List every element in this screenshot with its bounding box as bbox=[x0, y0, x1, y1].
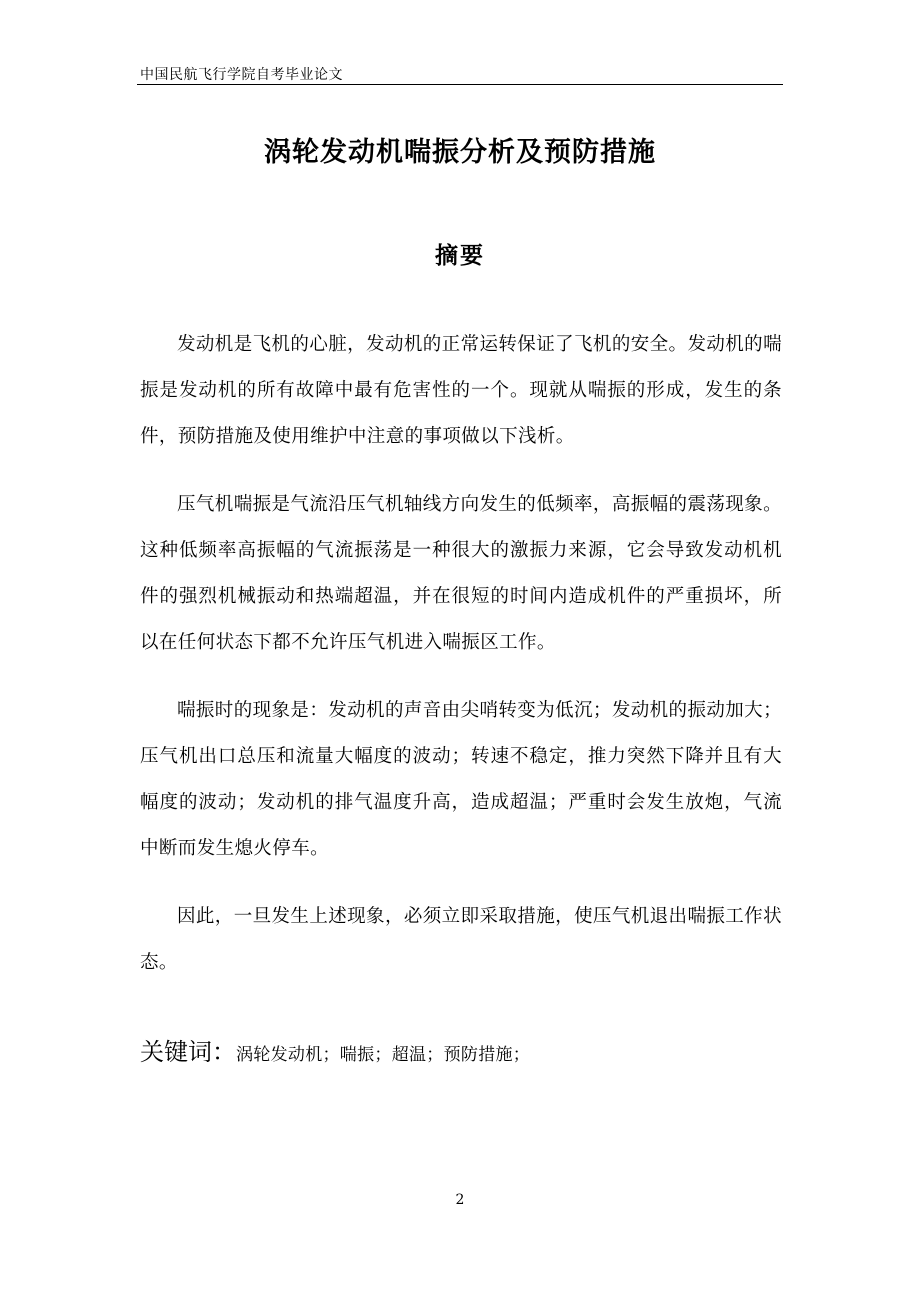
document-title: 涡轮发动机喘振分析及预防措施 bbox=[264, 137, 656, 168]
abstract-heading: 摘要 bbox=[435, 243, 485, 269]
abstract-paragraph-2: 压气机喘振是气流沿压气机轴线方向发生的低频率，高振幅的震荡现象。这种低频率高振幅的气流振荡是一种很大的激振力来源，它会导致发动机机件的强烈机械振动和热端超温，并在很短的时间内造成机件的严重损坏，所以在任何状态下都不允许压气机进入喘振区工作。 bbox=[140, 494, 782, 653]
running-header: 中国民航飞行学院自考毕业论文 bbox=[140, 67, 343, 83]
abstract-paragraph-4: 因此，一旦发生上述现象，必须立即采取措施，使压气机退出喘振工作状态。 bbox=[140, 906, 782, 973]
page-number: 2 bbox=[455, 1192, 465, 1208]
abstract-paragraph-1: 发动机是飞机的心脏，发动机的正常运转保证了飞机的安全。发动机的喘振是发动机的所有故障中最有危害性的一个。现就从喘振的形成，发生的条件，预防措施及使用维护中注意的事项做以下浅析。 bbox=[140, 334, 782, 447]
abstract-paragraph-3: 喘振时的现象是：发动机的声音由尖哨转变为低沉；发动机的振动加大；压气机出口总压和流量大幅度的波动；转速不稳定，推力突然下降并且有大幅度的波动；发动机的排气温度升高，造成超温；严重时会发生放炮，气流中断而发生熄火停车。 bbox=[140, 700, 782, 859]
keywords-label: 关键词： bbox=[140, 1038, 236, 1066]
keywords-line bbox=[140, 1032, 530, 1067]
header-rule bbox=[137, 84, 783, 85]
abstract-body bbox=[140, 322, 782, 1008]
keywords-value: 涡轮发动机；喘振；超温；预防措施； bbox=[236, 1045, 531, 1065]
